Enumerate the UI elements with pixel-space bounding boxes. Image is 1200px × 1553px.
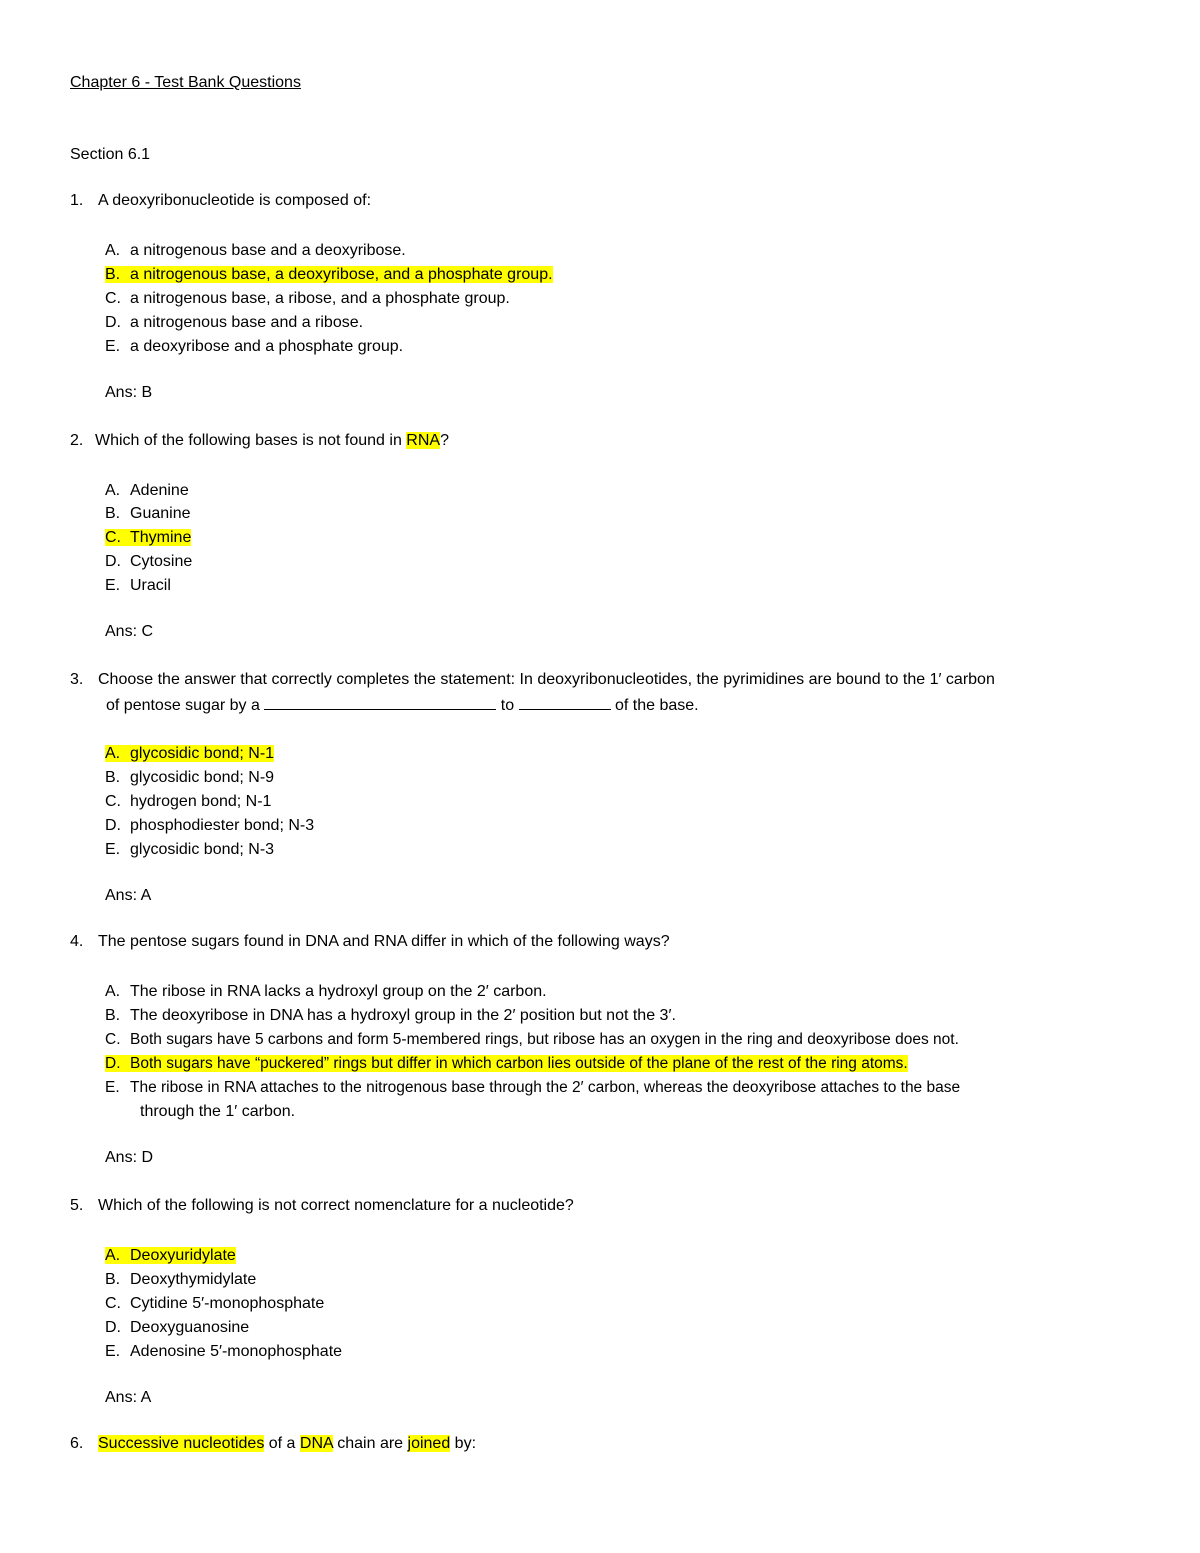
answer-key: Ans: D [105, 1149, 154, 1166]
document-title: Chapter 6 - Test Bank Questions [70, 74, 301, 91]
answer-key: Ans: C [105, 623, 154, 640]
option-e: E. a deoxyribose and a phosphate group. [105, 338, 404, 355]
option-d: D. Deoxyguanosine [105, 1319, 250, 1336]
option-b: B. glycosidic bond; N-9 [105, 769, 275, 786]
option-c: C. Both sugars have 5 carbons and form 5-membered rings, but ribose has an oxygen in the ring and deoxyribose does not. [105, 1031, 959, 1048]
option-e: E. glycosidic bond; N-3 [105, 841, 275, 858]
option-a: A. Adenine [105, 482, 189, 499]
option-d: D. phosphodiester bond; N-3 [105, 817, 315, 834]
answer-key: Ans: B [105, 384, 153, 401]
option-a-correct: A. Deoxyuridylate [105, 1247, 236, 1264]
option-e-continued: through the 1′ carbon. [140, 1103, 296, 1120]
question-text: Successive nucleotides of a DNA chain are joined by: [98, 1435, 477, 1452]
option-c: C. hydrogen bond; N-1 [105, 793, 272, 810]
option-d: D. a nitrogenous base and a ribose. [105, 314, 364, 331]
question-number: 3. [70, 671, 84, 688]
question-number: 6. [70, 1435, 84, 1452]
question-text-line1: Choose the answer that correctly completes the statement: In deoxyribonucleotides, the pyrimidines are bound to the 1′ carbon [98, 671, 995, 688]
option-b-correct: B. a nitrogenous base, a deoxyribose, and a phosphate group. [105, 266, 553, 283]
option-e: E. The ribose in RNA attaches to the nitrogenous base through the 2′ carbon, whereas the deoxyribose attaches to the base [105, 1079, 961, 1096]
question-text: The pentose sugars found in DNA and RNA differ in which of the following ways? [98, 933, 670, 950]
option-e: E. Uracil [105, 577, 171, 594]
question-number: 2. [70, 432, 84, 449]
question-text: Which of the following bases is not found in RNA? [95, 432, 449, 449]
option-a-correct: A. glycosidic bond; N-1 [105, 745, 275, 762]
question-number: 5. [70, 1197, 84, 1214]
option-e: E. Adenosine 5′-monophosphate [105, 1343, 343, 1360]
question-text: Which of the following is not correct nomenclature for a nucleotide? [98, 1197, 574, 1214]
fill-in-blank [264, 695, 496, 710]
option-b: B. Deoxythymidylate [105, 1271, 257, 1288]
question-text-line2: of pentose sugar by a to of the base. [106, 697, 699, 714]
option-c-correct: C. Thymine [105, 529, 192, 546]
option-a: A. The ribose in RNA lacks a hydroxyl group on the 2′ carbon. [105, 983, 547, 1000]
option-d: D. Cytosine [105, 553, 193, 570]
fill-in-blank [519, 695, 611, 710]
option-c: C. Cytidine 5′-monophosphate [105, 1295, 325, 1312]
question-number: 1. [70, 192, 84, 209]
question-text: A deoxyribonucleotide is composed of: [98, 192, 372, 209]
answer-key: Ans: A [105, 887, 152, 904]
question-number: 4. [70, 933, 84, 950]
option-b: B. The deoxyribose in DNA has a hydroxyl group in the 2′ position but not the 3′. [105, 1007, 676, 1024]
option-a: A. a nitrogenous base and a deoxyribose. [105, 242, 406, 259]
option-d-correct: D. Both sugars have “puckered” rings but differ in which carbon lies outside of the plane of the rest of the ring atoms. [105, 1055, 908, 1072]
option-b: B. Guanine [105, 505, 191, 522]
answer-key: Ans: A [105, 1389, 152, 1406]
section-heading: Section 6.1 [70, 146, 151, 163]
option-c: C. a nitrogenous base, a ribose, and a phosphate group. [105, 290, 510, 307]
